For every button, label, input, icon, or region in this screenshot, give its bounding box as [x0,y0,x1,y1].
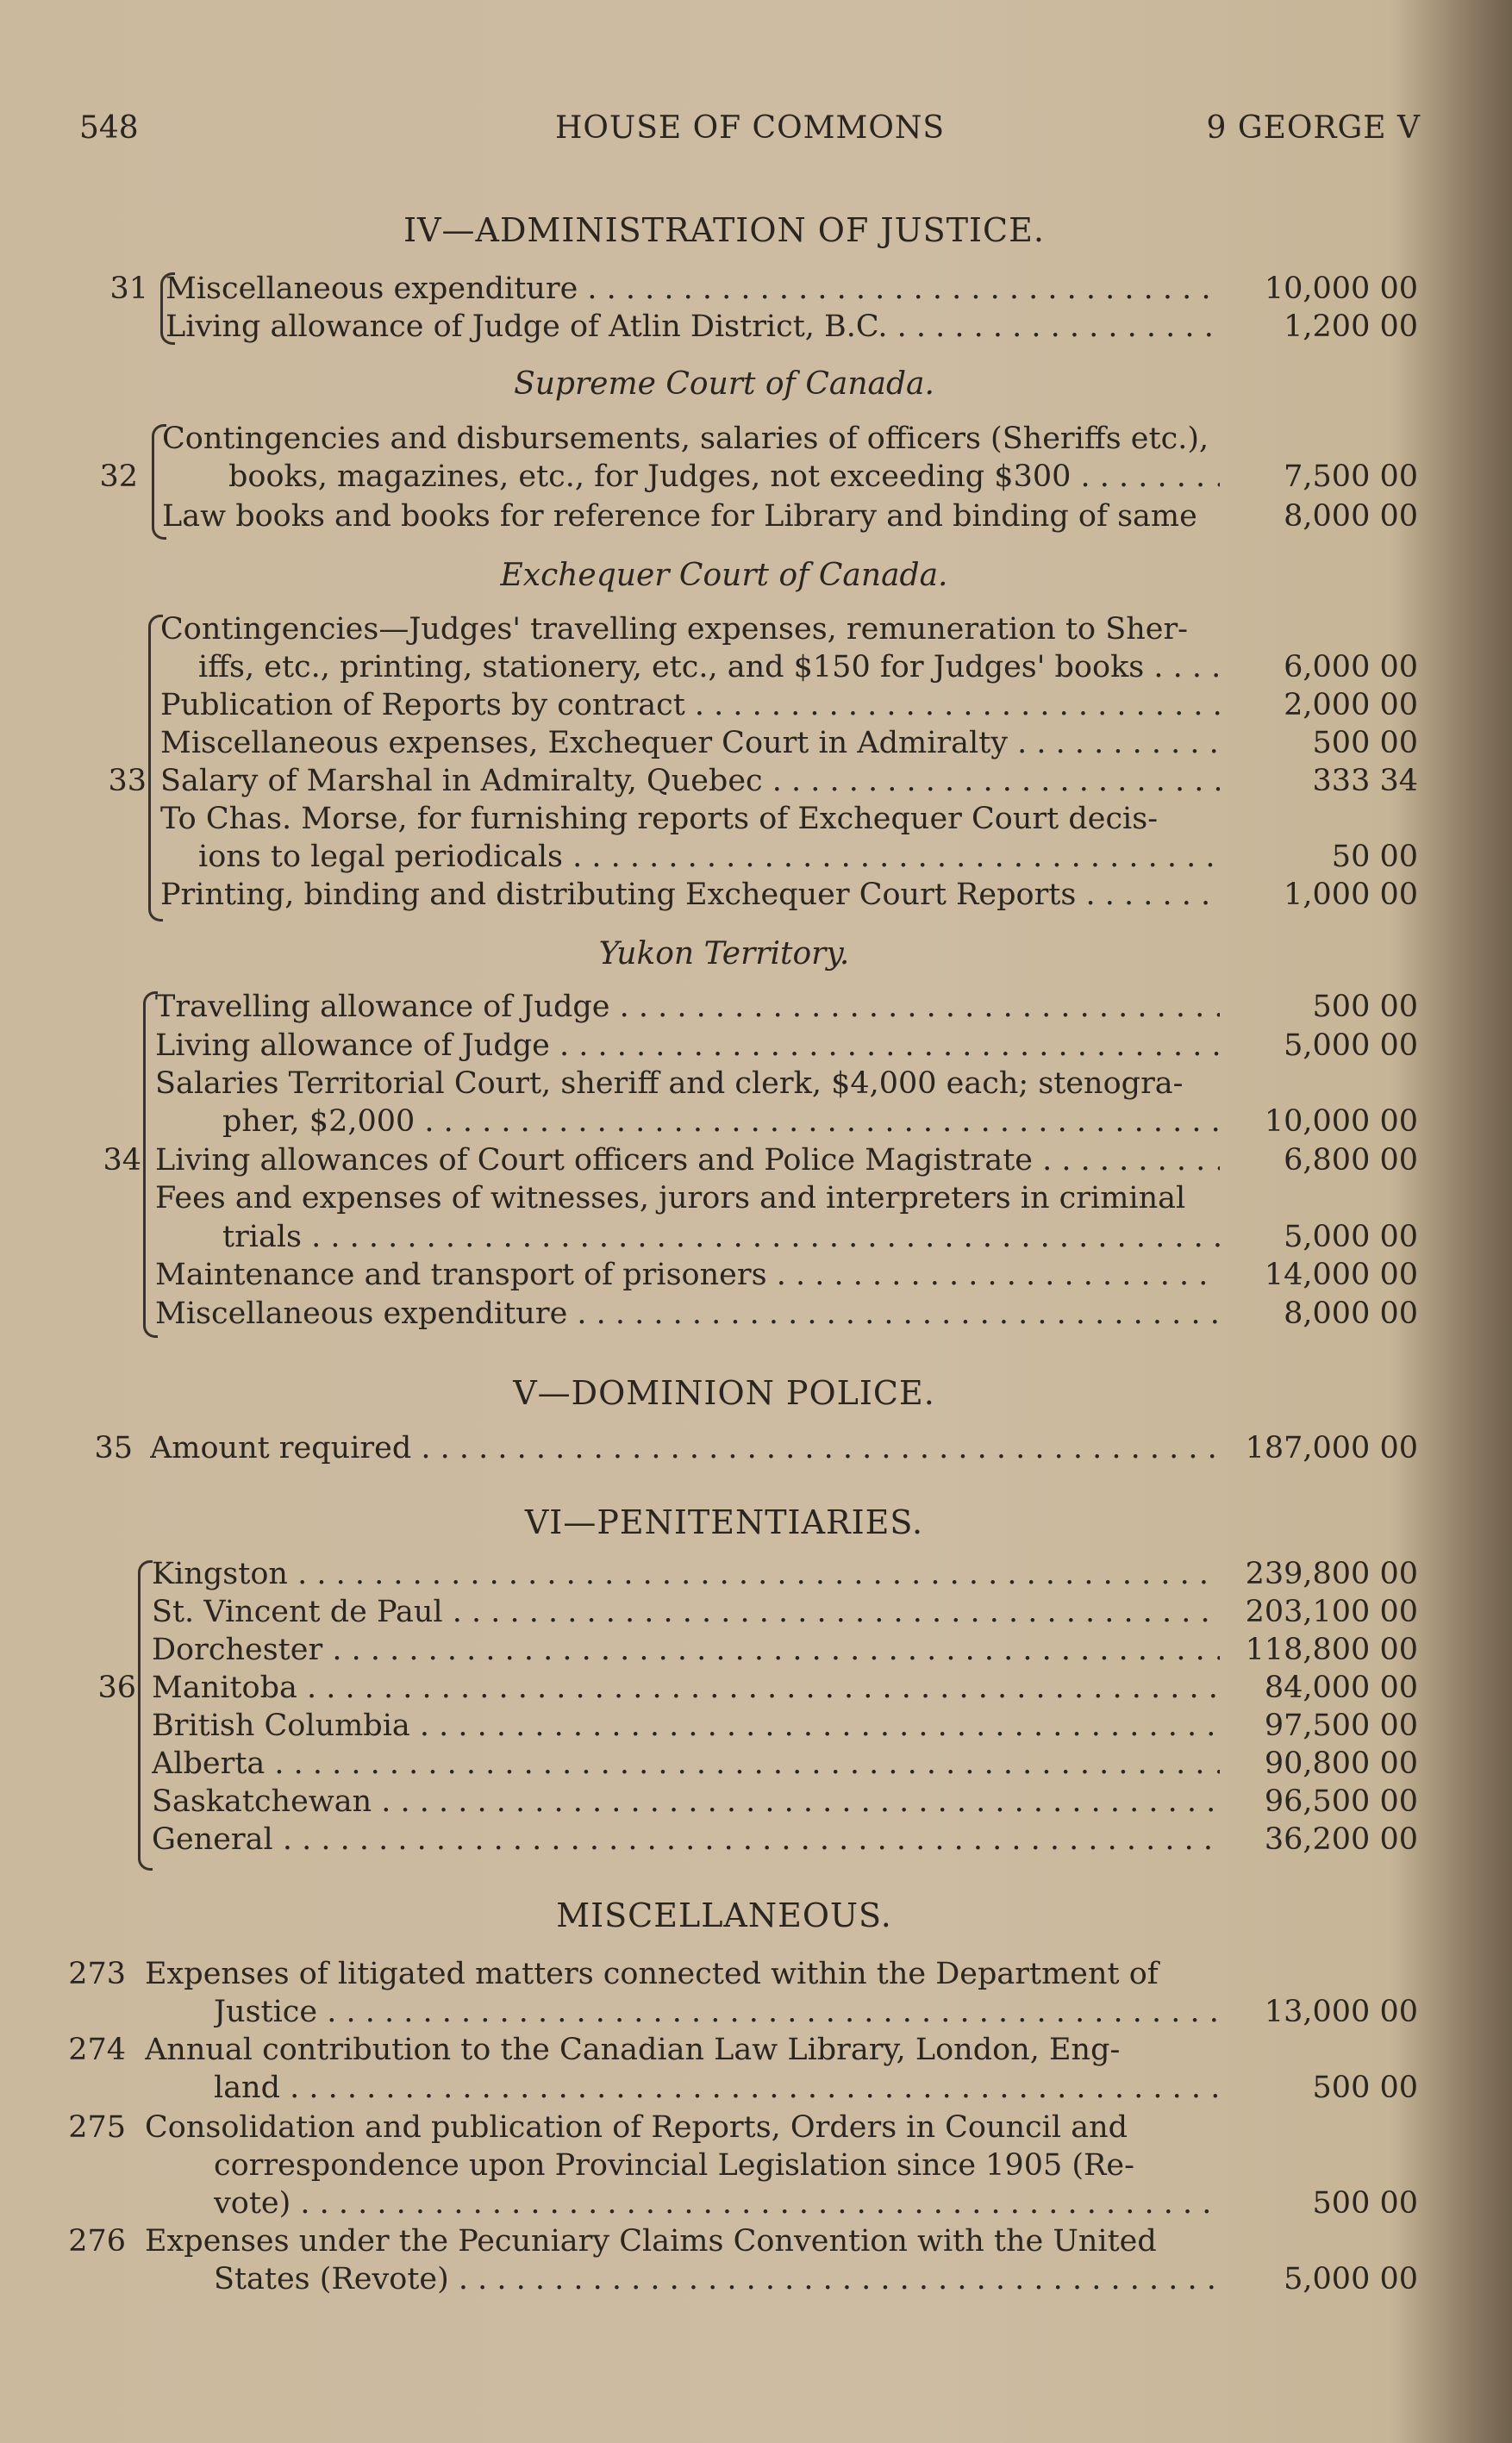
item-text: trials . . . [222,1220,1220,1254]
list-item [0,612,1512,650]
list-item [0,1746,1512,1784]
list-item [0,802,1512,840]
list-item [0,1296,1512,1334]
item-text: Printing, binding and distributing Exchequer Court Reports . . . [160,878,1220,912]
item-text: iffs, etc., printing, stationery, etc., and $150 for Judges' books . . . [198,650,1220,684]
item-text: ions to legal periodicals . . . [198,840,1220,874]
item-amount: 14,000 00 [1264,1258,1418,1292]
section-title-police: V—DOMINION POLICE. [513,1374,935,1412]
item-amount: 1,200 00 [1284,309,1418,344]
list-item [0,1258,1512,1296]
item-text: pher, $2,000 . . . [222,1104,1220,1139]
item-text: Publication of Reports by contract . . . [160,688,1220,722]
item-text: Saskatchewan . . . [152,1784,1220,1819]
item-amount: 10,000 00 [1264,1104,1418,1139]
item-amount: 8,000 00 [1284,1296,1418,1331]
list-item [0,1822,1512,1860]
item-text: Kingston . . . [152,1557,1220,1591]
item-text: Annual contribution to the Canadian Law Library, London, Eng- [145,2033,1121,2067]
item-text: Contingencies—Judges' travelling expenses, remuneration to Sher- [160,612,1188,647]
item-text: Consolidation and publication of Reports, Orders in Council and [145,2110,1128,2145]
page-header [79,110,1421,159]
item-amount: 500 00 [1312,2071,1418,2105]
item-amount: 36,200 00 [1264,1822,1418,1857]
item-amount: 13,000 00 [1264,1995,1418,2029]
list-item [0,1595,1512,1633]
item-amount: 8,000 00 [1284,499,1418,534]
list-item [0,1995,1512,2033]
item-amount: 5,000 00 [1284,2262,1418,2296]
list-item [0,2262,1512,2300]
subsection-supreme-court: Supreme Court of Canada. [514,366,934,402]
list-item [0,2186,1512,2224]
item-amount: 203,100 00 [1245,1595,1418,1629]
list-item [0,2071,1512,2109]
item-text: Living allowance of Judge of Atlin District, B.C. . . . [166,309,1221,344]
item-amount: 5,000 00 [1284,1220,1418,1254]
item-text: Fees and expenses of witnesses, jurors and interpreters in criminal [155,1181,1186,1215]
item-amount: 7,500 00 [1284,459,1418,494]
list-item [0,1784,1512,1822]
list-item [0,2148,1512,2186]
item-amount: 90,800 00 [1264,1746,1418,1781]
item-amount: 6,000 00 [1284,650,1418,684]
item-text: land . . . [214,2071,1220,2105]
list-item [0,2224,1512,2262]
list-item [0,1557,1512,1595]
item-amount: 50 00 [1331,840,1418,874]
vote-number: 31 [109,272,148,306]
item-amount: 96,500 00 [1264,1784,1418,1819]
item-text: Expenses of litigated matters connected within the Department of [145,1957,1159,1991]
subsection-yukon: Yukon Territory. [598,936,850,972]
list-item [0,990,1512,1028]
item-amount: 333 34 [1312,764,1418,798]
item-text: Contingencies and disbursements, salaries of officers (Sheriffs etc.), [162,422,1209,456]
vote-number: 32 [99,459,138,494]
item-amount: 239,800 00 [1245,1557,1418,1591]
section-title-penitentiaries: VI—PENITENTIARIES. [524,1503,924,1541]
vote-number: 34 [103,1143,141,1178]
list-item [0,1431,1512,1469]
vote-number: 276 [68,2224,126,2259]
item-amount: 5,000 00 [1284,1028,1418,1063]
item-text: Miscellaneous expenses, Exchequer Court in Admiralty . . . [160,726,1220,760]
vote-number: 273 [68,1957,126,1991]
item-amount: 1,000 00 [1284,878,1418,912]
item-amount: 500 00 [1312,990,1418,1024]
section-title-miscellaneous: MISCELLANEOUS. [556,1896,892,1934]
list-item [0,1104,1512,1142]
item-text: Living allowance of Judge . . . [155,1028,1220,1063]
list-item [0,1633,1512,1671]
list-item [0,878,1512,915]
item-text: Law books and books for reference for Library and binding of same [162,499,1197,534]
list-item [0,764,1512,802]
list-item [0,499,1512,537]
list-item [0,840,1512,878]
list-item [0,1143,1512,1181]
item-text: Alberta . . . [152,1746,1220,1781]
item-amount: 118,800 00 [1245,1633,1418,1667]
list-item [0,1220,1512,1258]
subsection-exchequer-court: Exchequer Court of Canada. [500,558,948,593]
vote-number: 36 [97,1671,136,1705]
item-text: vote) . . . [214,2186,1220,2221]
item-amount: 500 00 [1312,2186,1418,2221]
item-text: books, magazines, etc., for Judges, not exceeding $300 . . . [228,459,1220,494]
item-amount: 84,000 00 [1264,1671,1418,1705]
page-number: 548 [79,110,139,146]
list-item [0,1957,1512,1995]
item-text: Dorchester . . . [152,1633,1220,1667]
item-text: Expenses under the Pecuniary Claims Convention with the United [145,2224,1157,2259]
list-item [0,688,1512,726]
list-item [0,2110,1512,2148]
list-item [0,1066,1512,1104]
vote-number: 35 [94,1431,133,1465]
item-text: British Columbia . . . [152,1709,1220,1743]
item-text: States (Revote) . . . [214,2262,1220,2296]
list-item [0,1709,1512,1746]
item-text: Salaries Territorial Court, sheriff and clerk, $4,000 each; stenogra- [155,1066,1184,1101]
item-amount: 500 00 [1312,726,1418,760]
list-item [0,1181,1512,1219]
item-text: General . . . [152,1822,1220,1857]
list-item [0,272,1512,309]
item-text: correspondence upon Provincial Legislation since 1905 (Re- [214,2148,1134,2183]
item-text: Living allowances of Court officers and Police Magistrate . . . [155,1143,1220,1178]
item-amount: 10,000 00 [1264,272,1418,306]
item-text: Manitoba . . . [152,1671,1220,1705]
list-item [0,309,1512,347]
item-text: St. Vincent de Paul . . . [152,1595,1220,1629]
vote-number: 275 [68,2110,126,2145]
item-amount: 187,000 00 [1245,1431,1418,1465]
section-title-justice: IV—ADMINISTRATION OF JUSTICE. [403,211,1045,249]
item-text: Miscellaneous expenditure . . . [166,272,1221,306]
item-text: Travelling allowance of Judge . . . [155,990,1220,1024]
vote-number: 33 [108,764,147,798]
vote-number: 274 [68,2033,126,2067]
item-text: Salary of Marshal in Admiralty, Quebec . . . [160,764,1220,798]
list-item [0,650,1512,688]
list-item [0,1028,1512,1066]
running-title: HOUSE OF COMMONS [554,110,946,146]
list-item [0,2033,1512,2071]
list-item [0,1671,1512,1709]
list-item [0,459,1512,497]
item-text: To Chas. Morse, for furnishing reports of Exchequer Court decis- [160,802,1159,836]
list-item [0,726,1512,764]
item-amount: 2,000 00 [1284,688,1418,722]
item-text: Miscellaneous expenditure . . . [155,1296,1220,1331]
item-amount: 97,500 00 [1264,1709,1418,1743]
item-amount: 6,800 00 [1284,1143,1418,1178]
list-item [0,422,1512,459]
running-reign: 9 GEORGE V [1206,110,1421,146]
item-text: Maintenance and transport of prisoners . . . [155,1258,1220,1292]
item-text: Amount required . . . [150,1431,1220,1465]
item-text: Justice . . . [214,1995,1220,2029]
